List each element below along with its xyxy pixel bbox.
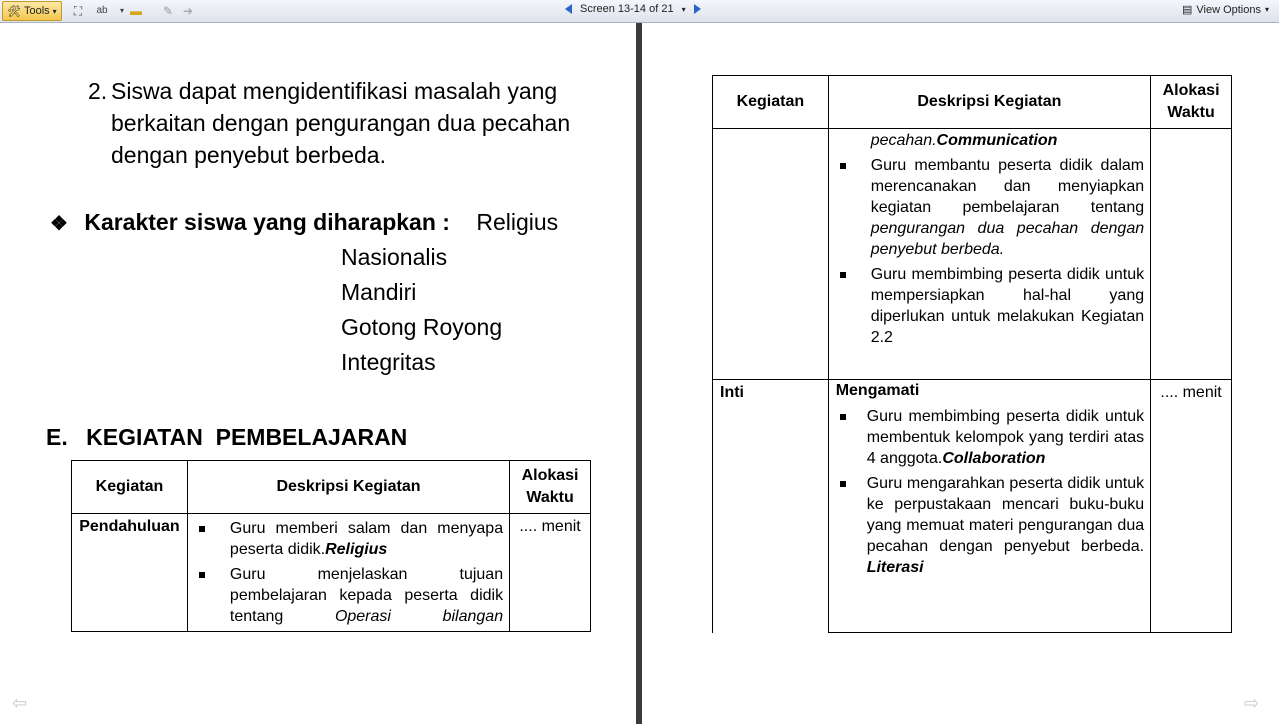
view-options-label: View Options xyxy=(1196,3,1261,16)
bullet-text: Guru mengarahkan peserta didik untuk ke perpustakaan mencari buku-buku yang memuat materi pengurangan dua pecahan dengan penyebut berbeda. xyxy=(866,475,1145,555)
pen-icon[interactable]: ✎ xyxy=(162,4,174,18)
step-heading: Mengamati xyxy=(835,382,920,399)
bullet-text: Guru membimbing peserta didik untuk mempersiapkan hal-hal yang diperlukan untuk melakukan Kegiatan 2.2 xyxy=(870,266,1145,346)
screen-navigator xyxy=(565,3,701,15)
karakter-value: Mandiri xyxy=(341,279,417,305)
character-tag: Literasi xyxy=(866,559,924,576)
table-header: Kegiatan xyxy=(72,461,188,514)
section-letter: E. xyxy=(46,424,68,450)
table-cell-waktu xyxy=(510,514,591,632)
time-value: .... menit xyxy=(519,518,581,535)
list-item xyxy=(829,264,1150,348)
list-item xyxy=(188,564,509,627)
activity-table xyxy=(712,75,1232,633)
screen-indicator[interactable]: Screen 13-14 of 21 xyxy=(580,3,674,15)
table-cell-waktu xyxy=(1151,129,1232,380)
karakter-heading xyxy=(50,209,558,236)
continued-text xyxy=(829,130,1150,151)
karakter-value: Nasionalis xyxy=(341,244,448,270)
table-cell-deskripsi xyxy=(187,514,509,632)
table-header: Alokasi Waktu xyxy=(510,461,591,514)
karakter-value: Integritas xyxy=(341,349,436,375)
character-tag: Collaboration xyxy=(942,450,1046,467)
table-header: Deskripsi Kegiatan xyxy=(828,76,1150,129)
objective-line: Siswa dapat mengidentifikasi masalah yang xyxy=(111,78,558,104)
arrow-icon[interactable]: ➔ xyxy=(182,4,194,18)
list-item xyxy=(829,155,1150,260)
objective-number: 2. xyxy=(88,78,108,104)
character-tag: Religius xyxy=(325,541,388,558)
objective-line: berkaitan dengan pengurangan dua pecahan xyxy=(111,110,571,136)
objective-line: dengan penyebut berbeda. xyxy=(111,142,386,168)
bullet-italic-text: pecahan. xyxy=(870,132,937,149)
table-header: Kegiatan xyxy=(713,76,829,129)
bullet-italic-text: pengurangan dua pecahan dengan penyebut berbeda. xyxy=(870,220,1145,258)
table-header: Deskripsi Kegiatan xyxy=(187,461,509,514)
previous-page-arrow-icon[interactable]: ⇦ xyxy=(12,693,28,713)
next-page-arrow-icon[interactable]: ⇨ xyxy=(1244,693,1260,713)
character-tag: Communication xyxy=(936,132,1058,149)
bullet-text: Guru membantu peserta didik dalam merencanakan dan menyiapkan kegiatan pembelajaran tentang xyxy=(870,157,1145,216)
table-cell-kegiatan xyxy=(713,380,829,633)
karakter-value: Religius xyxy=(476,209,559,235)
table-cell-kegiatan xyxy=(72,514,188,632)
highlight-dropdown-icon[interactable]: ▾ xyxy=(119,6,124,15)
kegiatan-label: Inti xyxy=(720,384,744,401)
time-value: .... menit xyxy=(1160,384,1222,401)
objective-item-2 xyxy=(88,75,598,171)
table-cell-waktu xyxy=(1151,380,1232,633)
section-heading xyxy=(46,424,407,451)
bullet-text: Guru membimbing peserta didik untuk membentuk kelompok yang terdiri atas 4 anggota. xyxy=(866,408,1145,467)
karakter-label: Karakter siswa yang diharapkan : xyxy=(84,209,450,235)
tools-label: Tools xyxy=(23,5,50,17)
view-options-icon: ▤ xyxy=(1181,4,1193,16)
bullet-text: Guru memberi salam dan menyapa peserta didik. xyxy=(229,520,504,558)
folder-icon[interactable]: ▬ xyxy=(130,4,142,18)
select-tool-icon[interactable]: ⛶ xyxy=(73,4,83,18)
view-options-button[interactable] xyxy=(1182,3,1269,16)
top-toolbar xyxy=(0,0,1279,23)
right-page xyxy=(642,23,1279,724)
table-cell-deskripsi xyxy=(828,129,1150,380)
tools-button[interactable] xyxy=(2,1,62,21)
table-cell-kegiatan xyxy=(713,129,829,380)
highlight-text-icon[interactable]: ab xyxy=(96,5,108,16)
list-item xyxy=(188,518,509,560)
diamond-bullet-icon: ❖ xyxy=(50,213,68,235)
table-cell-deskripsi xyxy=(828,380,1150,633)
kegiatan-label: Pendahuluan xyxy=(79,518,180,535)
chevron-down-icon: ▾ xyxy=(52,6,57,16)
next-screen-icon[interactable] xyxy=(694,4,701,14)
karakter-value: Gotong Royong xyxy=(341,314,503,340)
list-item xyxy=(829,406,1150,469)
screen-dropdown-icon[interactable]: ▾ xyxy=(681,4,686,14)
left-page xyxy=(0,23,636,724)
previous-screen-icon[interactable] xyxy=(565,4,572,14)
section-title: KEGIATAN PEMBELAJARAN xyxy=(86,424,408,450)
activity-table xyxy=(71,460,591,632)
list-item xyxy=(829,473,1150,578)
table-header: Alokasi Waktu xyxy=(1151,76,1232,129)
tools-icon: 🛠 xyxy=(7,5,21,18)
bullet-italic-text: Operasi bilangan xyxy=(334,608,504,625)
bullet-text: Guru menjelaskan tujuan pembelajaran kepada peserta didik tentang xyxy=(229,566,504,625)
chevron-down-icon: ▾ xyxy=(1264,5,1269,14)
